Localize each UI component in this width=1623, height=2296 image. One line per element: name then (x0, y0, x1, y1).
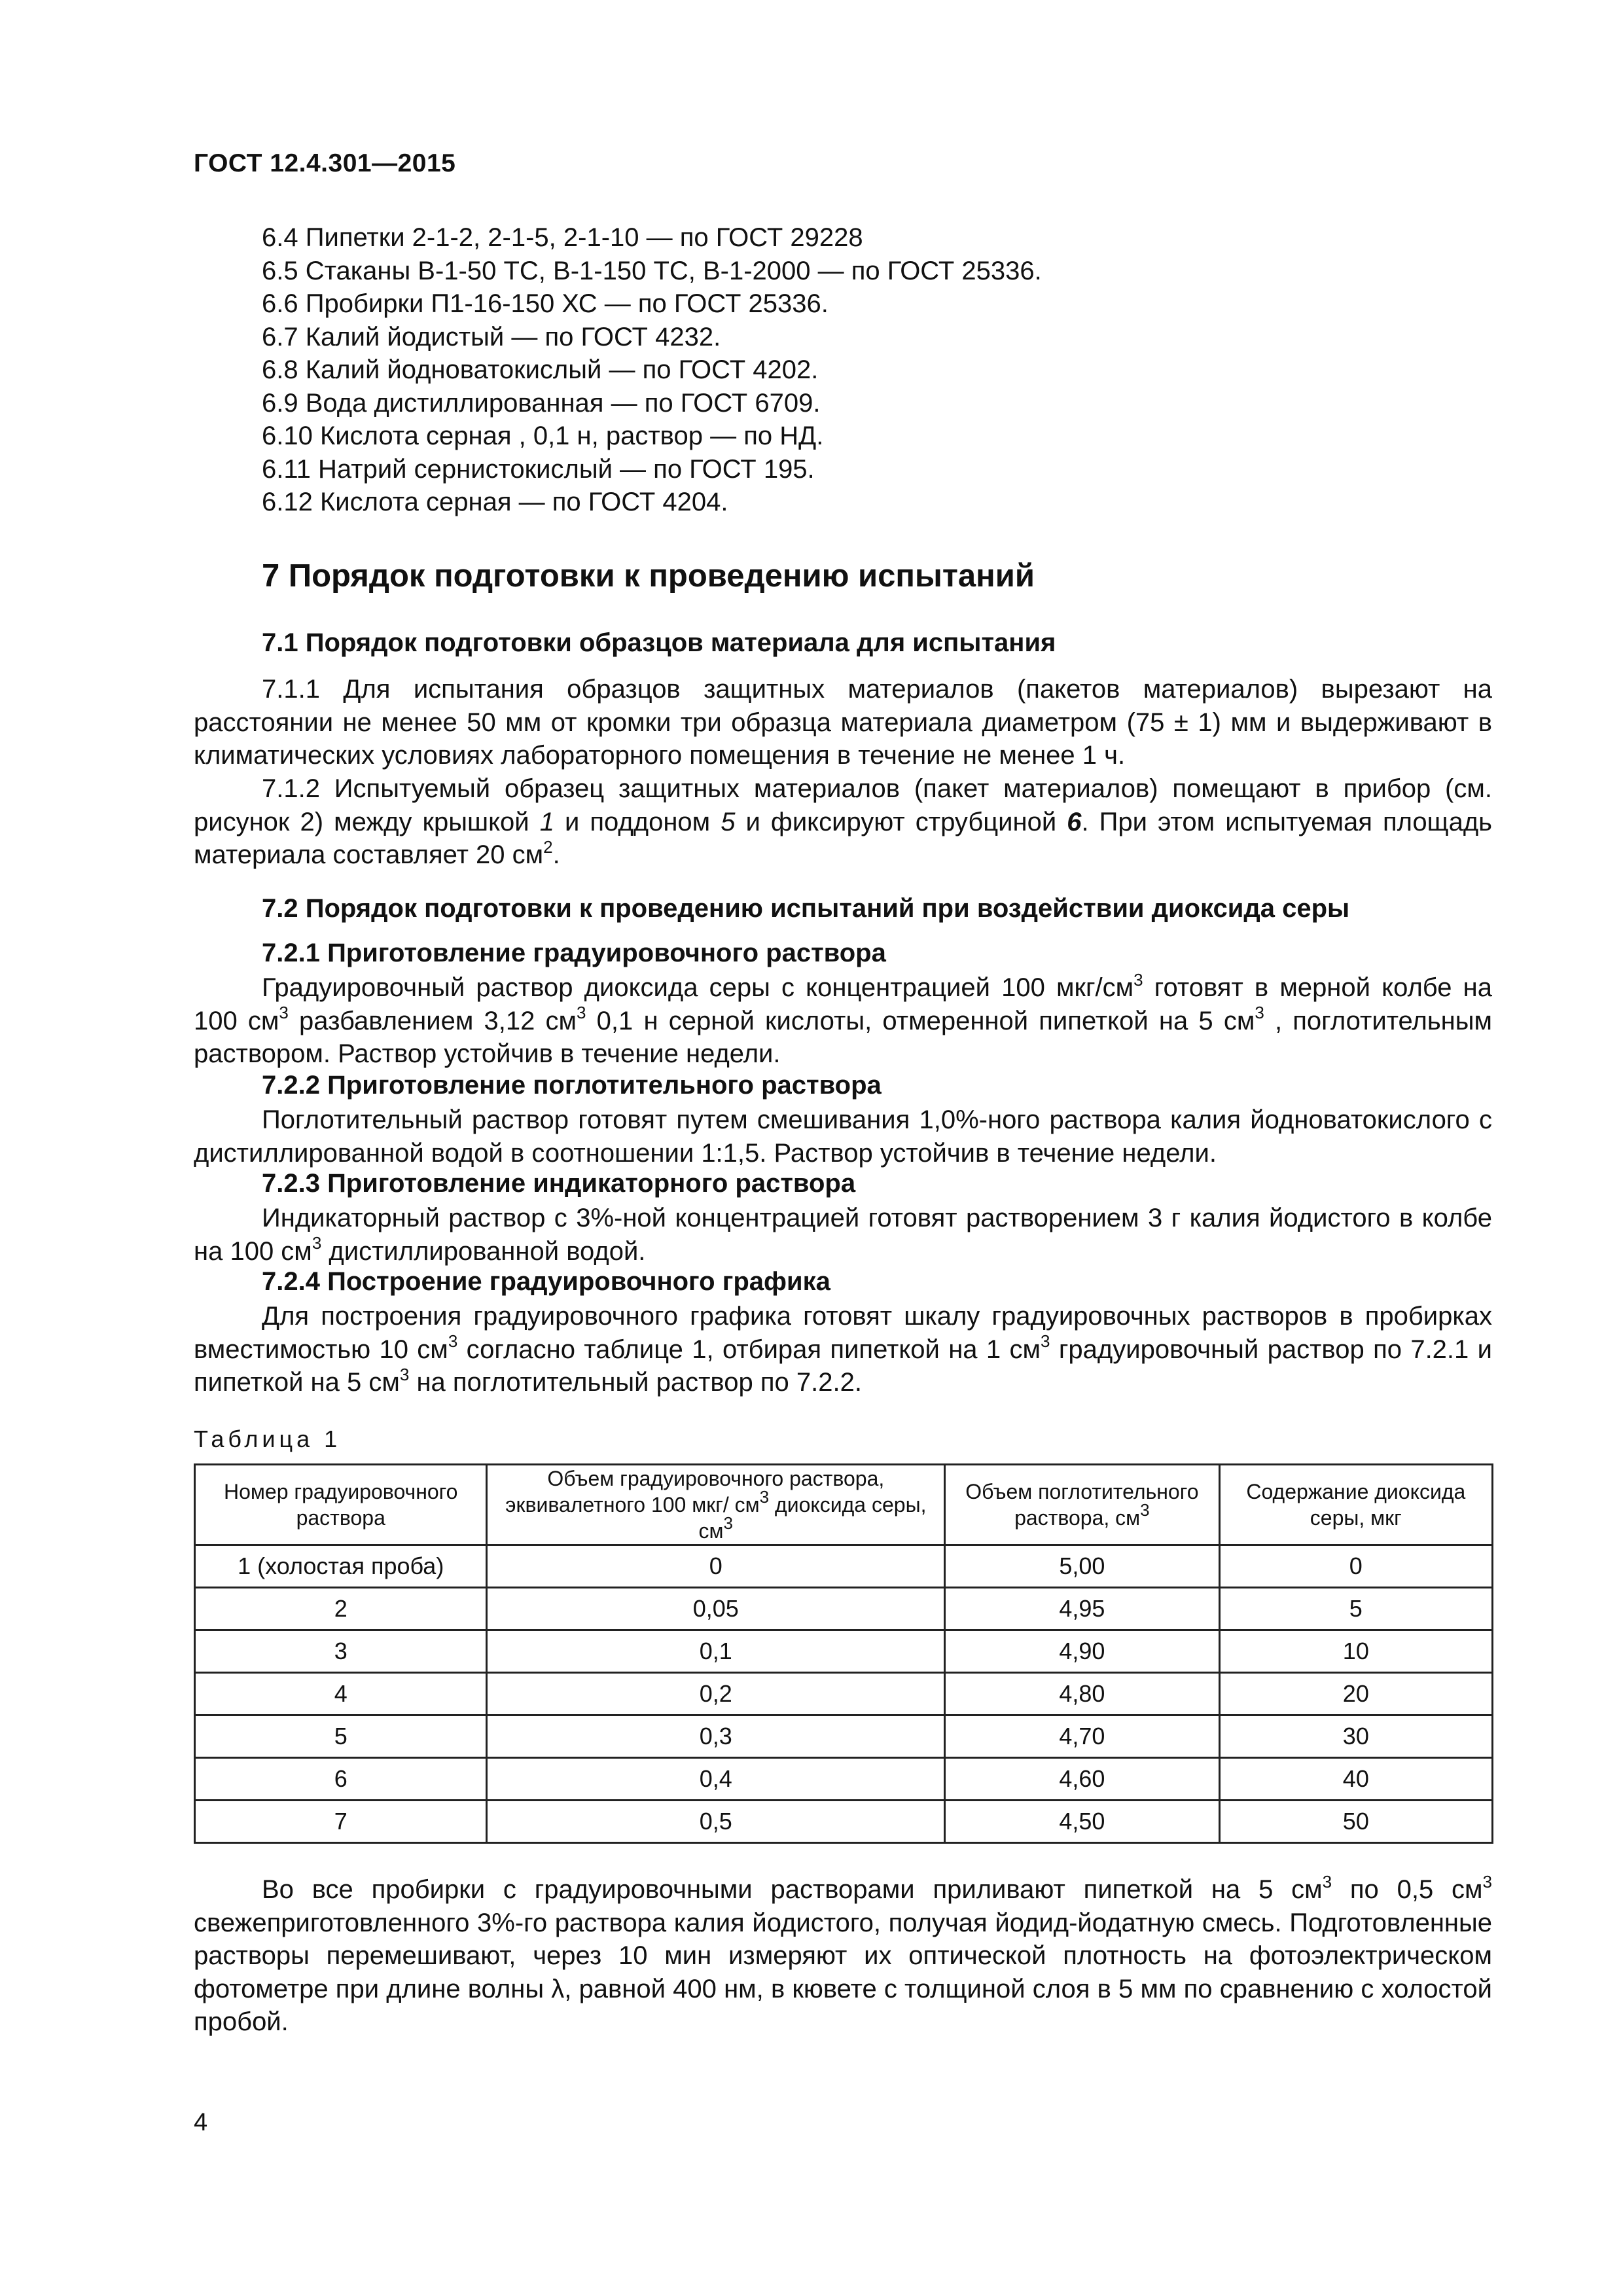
table-cell: 0,05 (487, 1588, 945, 1630)
list-item: 6.11 Натрий сернистокислый — по ГОСТ 195. (262, 454, 815, 484)
table-cell: 6 (195, 1758, 487, 1801)
list-item: 6.12 Кислота серная — по ГОСТ 4204. (262, 488, 728, 516)
table-cell: 0,2 (487, 1673, 945, 1715)
table-row (195, 1588, 1493, 1630)
list-item: 6.5 Стаканы В-1-50 ТС, В-1-150 ТС, В-1-2000 — по ГОСТ 25336. (262, 256, 1042, 285)
table-cell: 1 (холостая проба) (195, 1545, 487, 1588)
table-cell: 2 (195, 1588, 487, 1630)
table-cell: 0,5 (487, 1801, 945, 1843)
table-cell: 4,95 (945, 1588, 1220, 1630)
table-cell: 4,70 (945, 1715, 1220, 1758)
paragraph-7-2-2: Поглотительный раствор готовят путем смешивания 1,0%-ного раствора калия йодноватокислого с дистиллированной водой в соотношении 1:1,5. Раствор устойчив в течение недели. (194, 1105, 1492, 1168)
table-cell: 5 (195, 1715, 487, 1758)
table-row (195, 1758, 1493, 1801)
paragraph-7-2-4: Для построения градуировочного графика готовят шкалу градуировочных растворов в пробирках вместимостью 10 $см^3$ согласно таблице 1, отбирая пипеткой на 1 $см^3$ градуировочный раствор по 7.2.1 и пипеткой на 5 $см^3$ на поглотительный раствор по 7.2.2. (194, 1302, 1492, 1397)
table-row (195, 1715, 1493, 1758)
section-7-2-4-heading: 7.2.4 Построение градуировочного графика (262, 1267, 830, 1296)
reagent-list (262, 221, 1042, 519)
section-7-1-heading: 7.1 Порядок подготовки образцов материала для испытания (262, 628, 1056, 657)
table-header-cell: Содержание диоксида серы, мкг (1219, 1465, 1492, 1545)
table-row (195, 1801, 1493, 1843)
table-cell: 0 (487, 1545, 945, 1588)
table-header-cell: Объем градуировочного раствора, эквивалетного 100 мкг/ $см^3$ диоксида серы, $см^3$ (487, 1465, 945, 1545)
table-cell: 0 (1219, 1545, 1492, 1588)
table-cell: 3 (195, 1630, 487, 1673)
calibration-table (194, 1463, 1493, 1844)
paragraph-7-1-1: 7.1.1 Для испытания образцов защитных материалов (пакетов материалов) вырезают на расстоянии не менее 50 мм от кромки три образца материала диаметром (75 ± 1) мм и выдерживают в климатических условиях лабораторного помещения в течение не менее 1 ч. (194, 675, 1492, 770)
table-cell: 10 (1219, 1630, 1492, 1673)
table-row (195, 1545, 1493, 1588)
page-number: 4 (194, 2109, 208, 2136)
table-cell: 4,90 (945, 1630, 1220, 1673)
list-item: 6.10 Кислота серная , 0,1 н, раствор — по НД. (262, 422, 824, 450)
list-item: 6.6 Пробирки П1-16-150 ХС — по ГОСТ 25336. (262, 289, 829, 318)
table-cell: 20 (1219, 1673, 1492, 1715)
list-item: 6.7 Калий йодистый — по ГОСТ 4232. (262, 322, 721, 351)
document-header: ГОСТ 12.4.301—2015 (194, 149, 456, 177)
table-caption: Таблица 1 (194, 1426, 342, 1452)
table-cell: 4 (195, 1673, 487, 1715)
section-7-2-heading: 7.2 Порядок подготовки к проведению испытаний при воздействии диоксида серы (262, 894, 1350, 923)
table-cell: 4,60 (945, 1758, 1220, 1801)
table-cell: 5 (1219, 1588, 1492, 1630)
table-row (195, 1630, 1493, 1673)
table-cell: 4,80 (945, 1673, 1220, 1715)
table-header-cell: Объем поглотительного раствора, $см^3$ (945, 1465, 1220, 1545)
table-cell: 30 (1219, 1715, 1492, 1758)
section-7-2-1-heading: 7.2.1 Приготовление градуировочного раствора (262, 939, 886, 967)
table-cell: 40 (1219, 1758, 1492, 1801)
list-item: 6.8 Калий йодноватокислый — по ГОСТ 4202. (262, 355, 819, 384)
paragraph-7-2-1: Градуировочный раствор диоксида серы с концентрацией 100 мкг/$см^3$ готовят в мерной колбе на 100 $см^3$ разбавлением 3,12 $см^3$ 0,1 н серной кислоты, отмеренной пипеткой на 5 $см^3$ , поглотительным раствором. Раствор устойчив в течение недели. (194, 969, 1492, 1068)
table-header-row (195, 1465, 1493, 1545)
table-cell: 50 (1219, 1801, 1492, 1843)
section-7-heading: 7 Порядок подготовки к проведению испытаний (262, 558, 1035, 594)
paragraph-7-2-3: Индикаторный раствор с 3%-ной концентрацией готовят растворением 3 г калия йодистого в колбе на 100 $см^3$ дистиллированной водой. (194, 1204, 1492, 1266)
section-7-2-3-heading: 7.2.3 Приготовление индикаторного раствора (262, 1169, 856, 1198)
final-paragraph: Во все пробирки с градуировочными растворами приливают пипеткой на 5 $см^3$ по 0,5 $см^3$ свежеприготовленного 3%-го раствора калия йодистого, получая йодид-йодатную смесь. Подготовленные растворы перемешивают, через 10 мин измеряют их оптической плотность на фотоэлектрическом фотометре при длине волны λ, равной 400 нм, в кювете с толщиной слоя в 5 мм по сравнению с холостой пробой. (194, 1871, 1492, 2036)
table-cell: 7 (195, 1801, 487, 1843)
table-cell: 4,50 (945, 1801, 1220, 1843)
table-header-cell: Номер градуировочного раствора (195, 1465, 487, 1545)
list-item: 6.9 Вода дистиллированная — по ГОСТ 6709. (262, 388, 821, 418)
table-cell: 0,1 (487, 1630, 945, 1673)
paragraph-7-1-2: 7.1.2 Испытуемый образец защитных материалов (пакет материалов) помещают в прибор (см. рисунок 2) между крышкой 1 и поддоном 5 и фиксируют струбциной 6. При этом испытуемая площадь материала составляет 20 $см^2$. (194, 774, 1493, 869)
table-cell: 0,3 (487, 1715, 945, 1758)
table-cell: 0,4 (487, 1758, 945, 1801)
section-7-2-2-heading: 7.2.2 Приготовление поглотительного раствора (262, 1071, 882, 1100)
table-row (195, 1673, 1493, 1715)
table-cell: 5,00 (945, 1545, 1220, 1588)
list-item: 6.4 Пипетки 2-1-2, 2-1-5, 2-1-10 — по ГОСТ 29228 (262, 223, 863, 252)
